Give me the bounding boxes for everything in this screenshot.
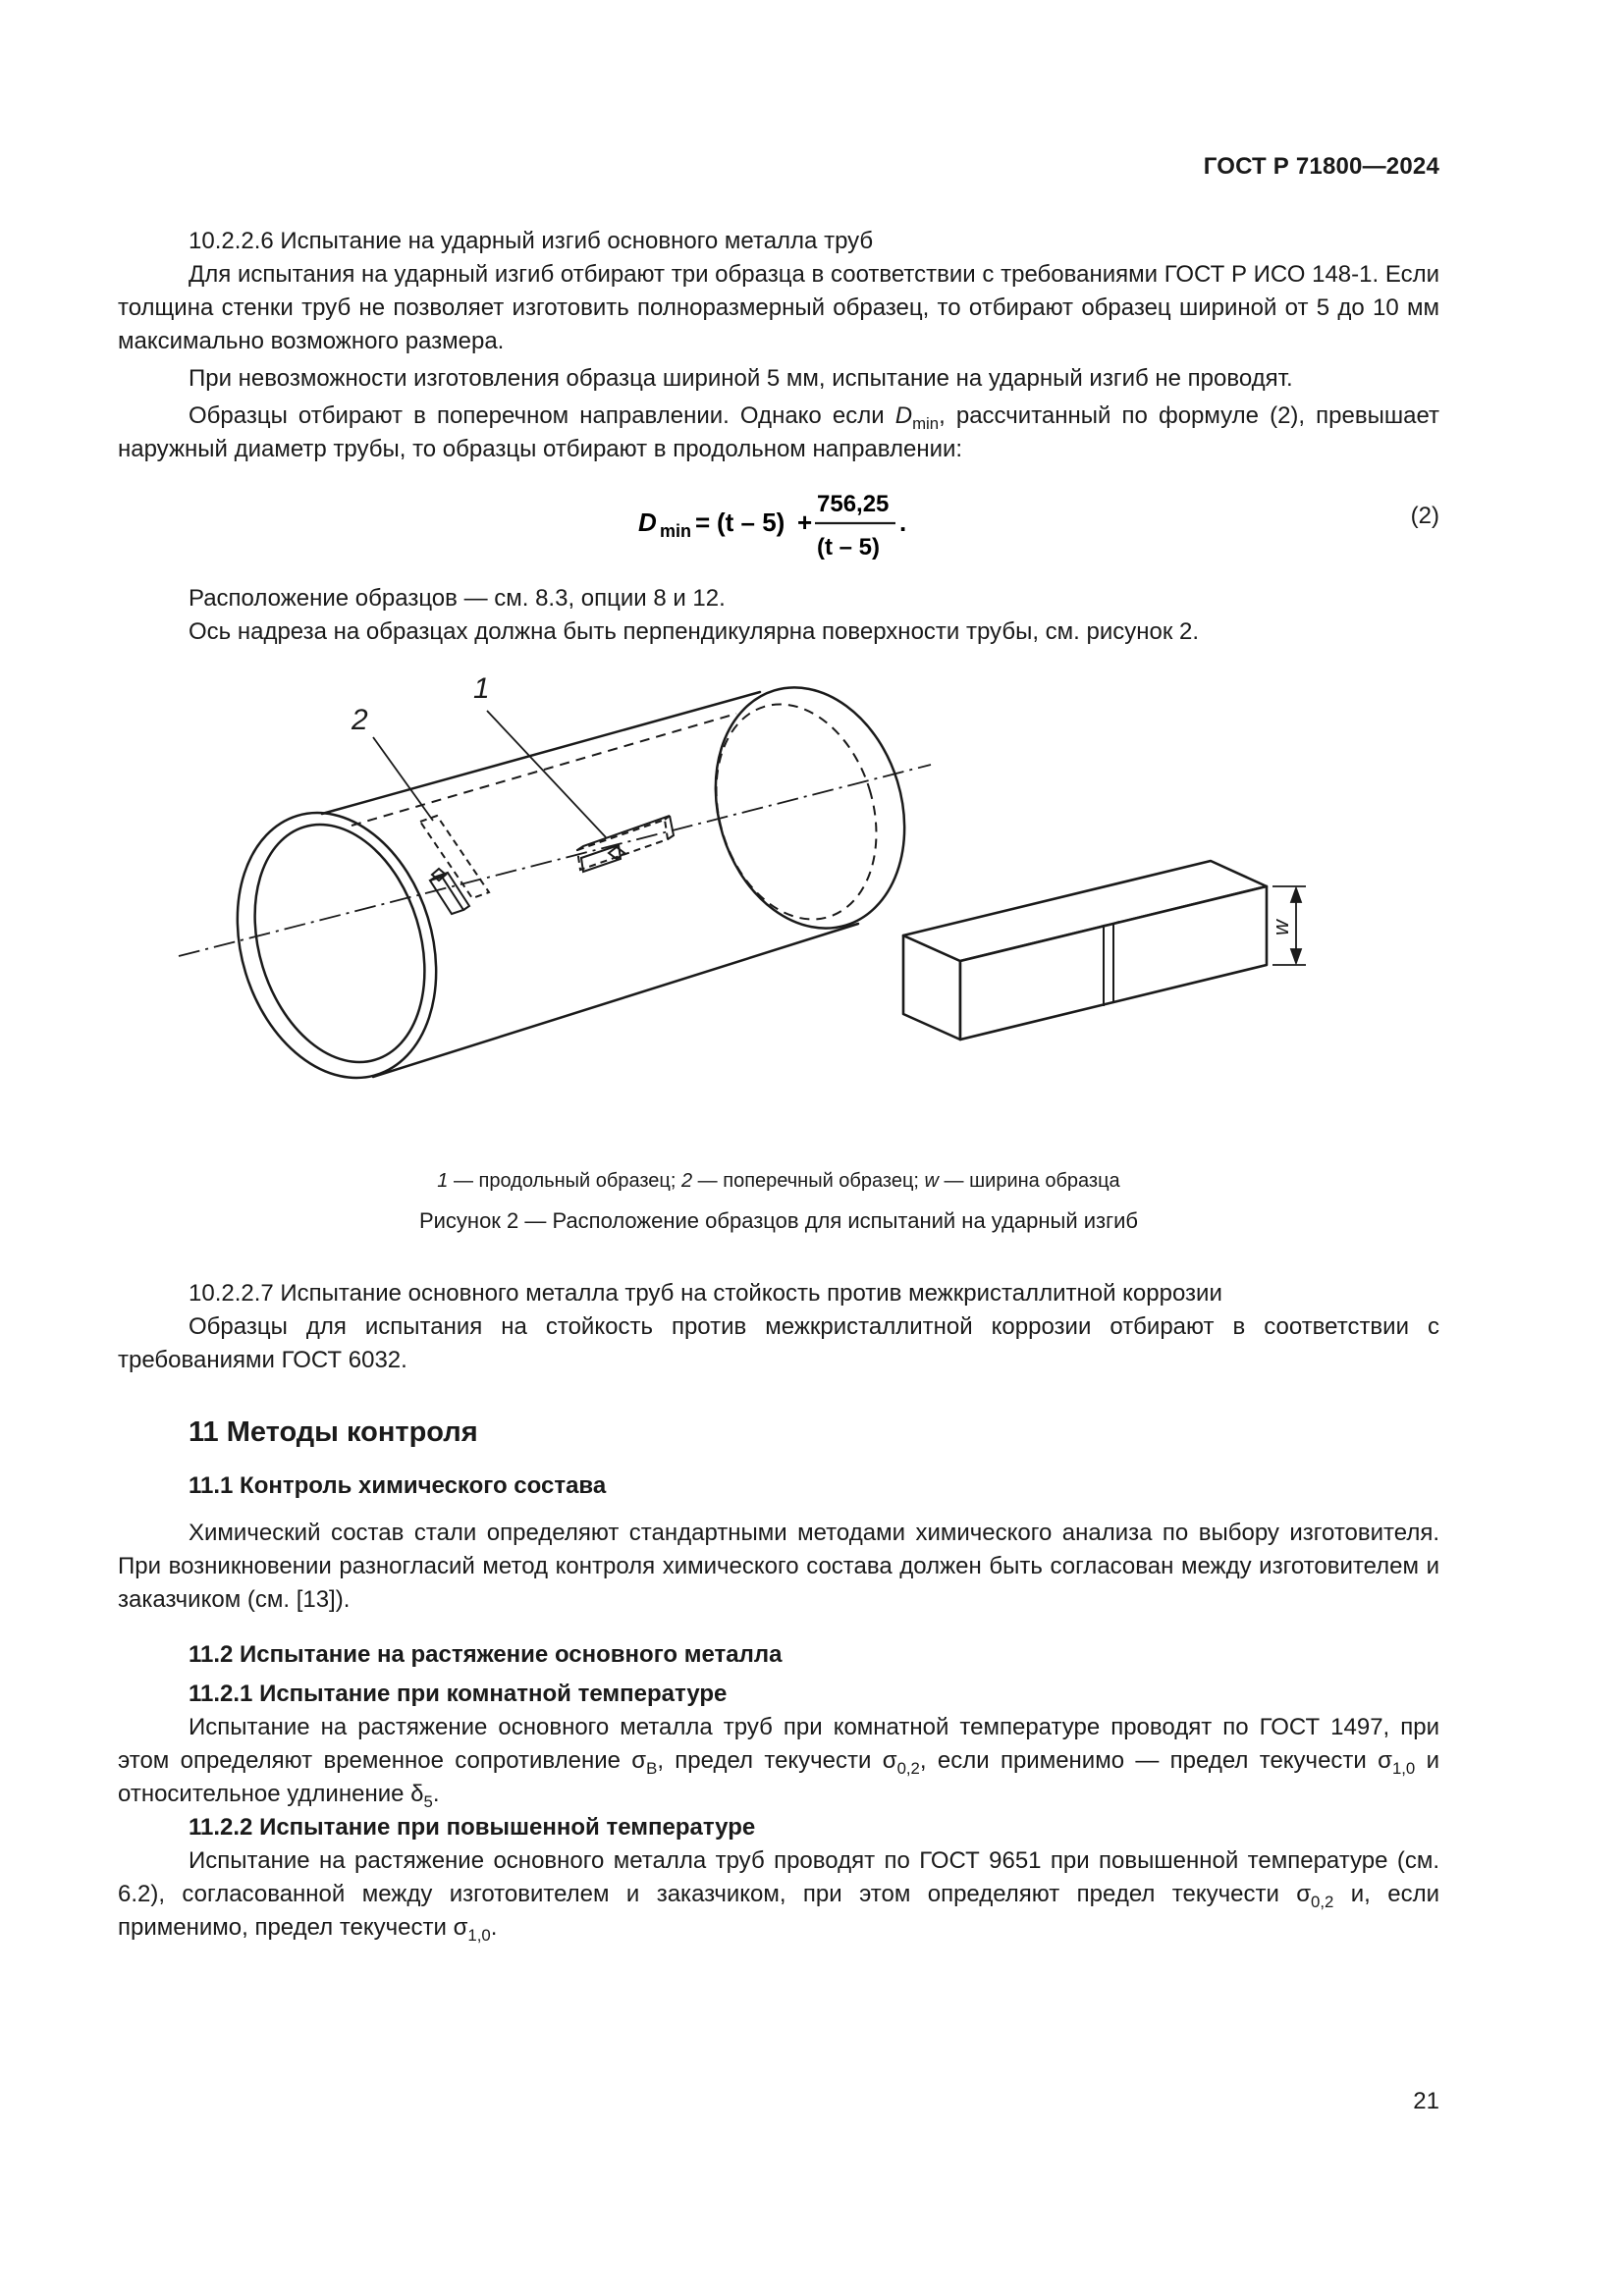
pipe-far-end-hidden: [691, 684, 902, 939]
pipe-inner-hidden-edge: [352, 714, 736, 826]
specimen-transverse: [420, 816, 489, 914]
pipe-bottom-edge: [373, 924, 858, 1077]
text-run: , предел текучести σ: [657, 1747, 897, 1774]
subscript: 5: [423, 1792, 433, 1811]
section-11-2-2-paragraph: [118, 1844, 1439, 1945]
section-11-2-1-paragraph: [118, 1711, 1439, 1811]
section-11-1-paragraph: Химический состав стали определяют стандартными методами химического анализа по выбору изготовителя. При возникновении разногласий метод контроля химического состава должен быть согласован между изготовителем и заказчиком (см. [13]).: [118, 1520, 1439, 1613]
specimen-longitudinal: [577, 816, 674, 872]
clause-10-2-2-6-paragraph-1: Для испытания на ударный изгиб отбирают три образца в соответствии с требованиями ГОСТ Р ИСО 148-1. Если толщина стенки труб не позволяет изготовить полноразмерный образец, то отбирают образец шириной от 5 до 10 мм максимально возможного размера.: [118, 261, 1439, 354]
formula-number: (2): [1410, 503, 1439, 529]
document-code: ГОСТ Р 71800—2024: [1203, 153, 1439, 180]
text-run: .: [490, 1914, 498, 1941]
formula-equals: =: [695, 507, 711, 537]
section-11-heading: 11 Методы контроля: [189, 1416, 478, 1448]
pipe-top-edge: [322, 692, 760, 814]
text-run: Испытание на растяжение основного металла труб при комнатной температуре проводят по ГОСТ 1497, при этом определяют временное сопротивление σ: [118, 1714, 1439, 1774]
clause-10-2-2-6-paragraph-5: Ось надреза на образцах должна быть перпендикулярна поверхности трубы, см. рисунок 2.: [189, 618, 1200, 645]
subscript: 0,2: [1311, 1893, 1334, 1911]
legend-text: — ширина образца: [938, 1170, 1120, 1192]
label-2: 2: [352, 704, 368, 736]
text-run: Образцы отбирают в поперечном направлении. Однако если: [189, 402, 895, 429]
legend-num: 1: [437, 1170, 449, 1192]
page-number: 21: [1413, 2088, 1439, 2114]
legend-text: — поперечный образец;: [692, 1170, 925, 1192]
formula-2: [118, 472, 1439, 578]
figure-2-drawing: [118, 657, 1439, 1163]
subscript: 1,0: [1391, 1759, 1416, 1778]
page-content: [118, 225, 1439, 1945]
subscript: 1,0: [467, 1926, 491, 1945]
subscript-min: min: [912, 414, 940, 433]
formula-lhs: D: [638, 507, 657, 537]
leader-1: [487, 711, 606, 837]
section-11-2-1-heading: 11.2.1 Испытание при комнатной температуре: [189, 1681, 728, 1707]
formula-denominator: (t – 5): [817, 534, 881, 561]
legend-num: 2: [681, 1170, 693, 1192]
figure-2-legend: [118, 1167, 1439, 1195]
charpy-specimen: [903, 861, 1267, 1040]
formula-graphic: [638, 472, 972, 578]
formula-plus: +: [797, 507, 813, 537]
variable-d: D: [894, 402, 913, 429]
text-run: .: [432, 1781, 440, 1807]
text-run: , рассчитанный по формуле (2), превышает наружный диаметр трубы, то образцы отбирают в продольном направлении:: [118, 402, 1439, 462]
clause-10-2-2-7-paragraph: Образцы для испытания на стойкость против межкристаллитной коррозии отбирают в соответствии с требованиями ГОСТ 6032.: [118, 1313, 1439, 1373]
section-11-2-2-heading: 11.2.2 Испытание при повышенной температуре: [189, 1814, 756, 1841]
formula-dot: .: [899, 507, 907, 537]
pipe-far-end: [687, 664, 934, 951]
figure-2-caption: Рисунок 2 — Расположение образцов для испытаний на ударный изгиб: [418, 1208, 1139, 1233]
clause-10-2-2-6-paragraph-3: [118, 400, 1439, 466]
formula-lhs-sub: min: [660, 521, 692, 541]
section-11-2-heading: 11.2 Испытание на растяжение основного металла: [189, 1641, 783, 1668]
clause-10-2-2-7-title: 10.2.2.7 Испытание основного металла труб на стойкость против межкристаллитной коррозии: [189, 1280, 1222, 1307]
label-w: w: [1269, 920, 1293, 935]
clause-10-2-2-6-paragraph-4: Расположение образцов — см. 8.3, опции 8 и 12.: [189, 585, 726, 612]
text-run: Испытание на растяжение основного металла труб проводят по ГОСТ 9651 при повышенной температуре (см. 6.2), согласованной между изготовителем и заказчиком, при этом определяют предел текучести σ: [118, 1847, 1439, 1907]
formula-term1: (t – 5): [717, 507, 785, 537]
text-run: , если применимо — предел текучести σ: [919, 1747, 1392, 1774]
section-11-1-heading: 11.1 Контроль химического состава: [189, 1472, 607, 1499]
subscript: 0,2: [896, 1759, 920, 1778]
text-run: и относительное удлинение δ: [118, 1747, 1439, 1807]
formula-numerator: 756,25: [817, 491, 890, 517]
legend-text: — продольный образец;: [448, 1170, 681, 1192]
label-1: 1: [473, 672, 490, 705]
leader-2: [373, 737, 433, 821]
legend-var: w: [924, 1170, 939, 1192]
clause-10-2-2-6-paragraph-2: При невозможности изготовления образца шириной 5 мм, испытание на ударный изгиб не проводят.: [189, 365, 1293, 392]
subscript: В: [646, 1759, 658, 1778]
clause-10-2-2-6-title: 10.2.2.6 Испытание на ударный изгиб основного металла труб: [189, 228, 874, 254]
text-run: и, если применимо, предел текучести σ: [118, 1881, 1439, 1941]
figure-2: [118, 657, 1439, 1163]
